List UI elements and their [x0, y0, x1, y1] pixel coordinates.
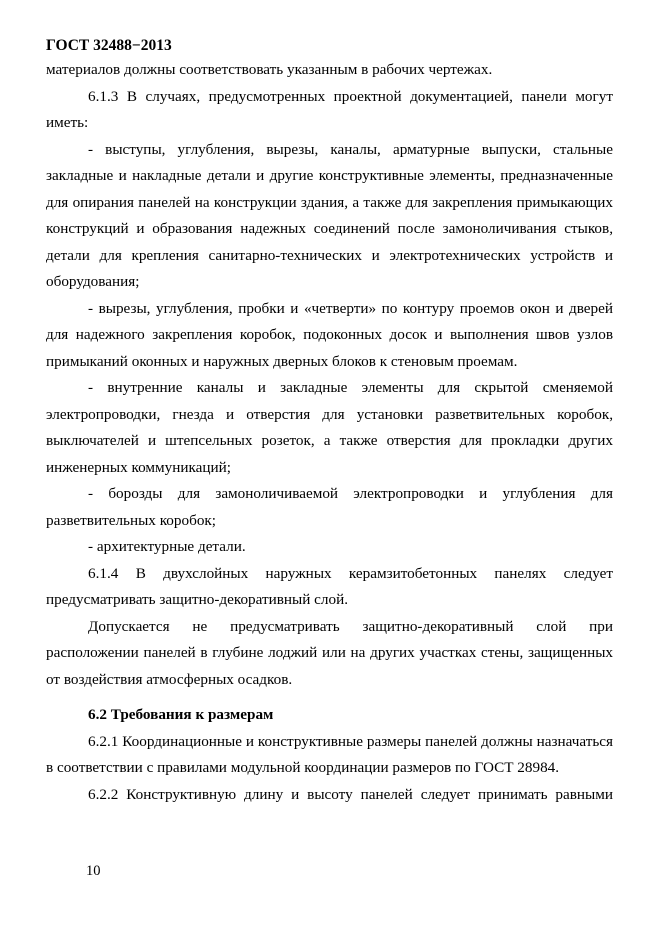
- paragraph-permission: Допускается не предусматривать защитно-декоративный слой при расположении панелей в глубине лоджий или на других участках стены, защищенных от воздействия атмосферных осадков.: [46, 617, 613, 688]
- section-heading-6-2: 6.2 Требования к размерам: [88, 706, 274, 723]
- paragraph-6-1-4: 6.1.4 В двухслойных наружных керамзитобетонных панелях следует предусматривать защитно-декоративный слой.: [46, 564, 613, 608]
- paragraph-6-2-1: 6.2.1 Координационные и конструктивные размеры панелей должны назначаться в соответствии с правилами модульной координации размеров по ГОСТ 28984.: [46, 732, 613, 776]
- paragraph-6-2-2: 6.2.2 Конструктивную длину и высоту панелей следует принимать равными: [88, 785, 613, 803]
- list-item-internal-channels: - внутренние каналы и закладные элементы для скрытой сменяемой электропроводки, гнезда и отверстия для установки разветвительных коробок, выключателей и штепсельных розеток, а также отверстия для прокладки других инженерных коммуникаций;: [46, 379, 613, 476]
- list-item-protrusions: - выступы, углубления, вырезы, каналы, арматурные выпуски, стальные закладные и накладные детали и другие конструктивные элементы, предназначенные для опирания панелей на конструкции здания, а также для закрепления примыкающих конструкций и образования надежных соединений после замоноличивания стыков, детали для крепления санитарно-технических и электротехнических устройств и оборудования;: [46, 140, 613, 290]
- list-item-cutouts: - вырезы, углубления, пробки и «четверти» по контуру проемов окон и дверей для надежного закрепления коробок, подоконных досок и выполнения швов узлов примыканий оконных и наружных дверных блоков к стеновым проемам.: [46, 299, 613, 370]
- list-item-grooves: - борозды для замоноличиваемой электропроводки и углубления для разветвительных коробок;: [46, 485, 613, 529]
- page-number: 10: [86, 863, 101, 879]
- standard-code-header: ГОСТ 32488−2013: [46, 37, 172, 54]
- document-body: [46, 57, 613, 808]
- paragraph-6-1-3: 6.1.3 В случаях, предусмотренных проектной документацией, панели могут иметь:: [46, 87, 613, 131]
- list-item-architectural-details: - архитектурные детали.: [88, 538, 246, 555]
- paragraph-continuation: материалов должны соответствовать указанным в рабочих чертежах.: [46, 61, 493, 78]
